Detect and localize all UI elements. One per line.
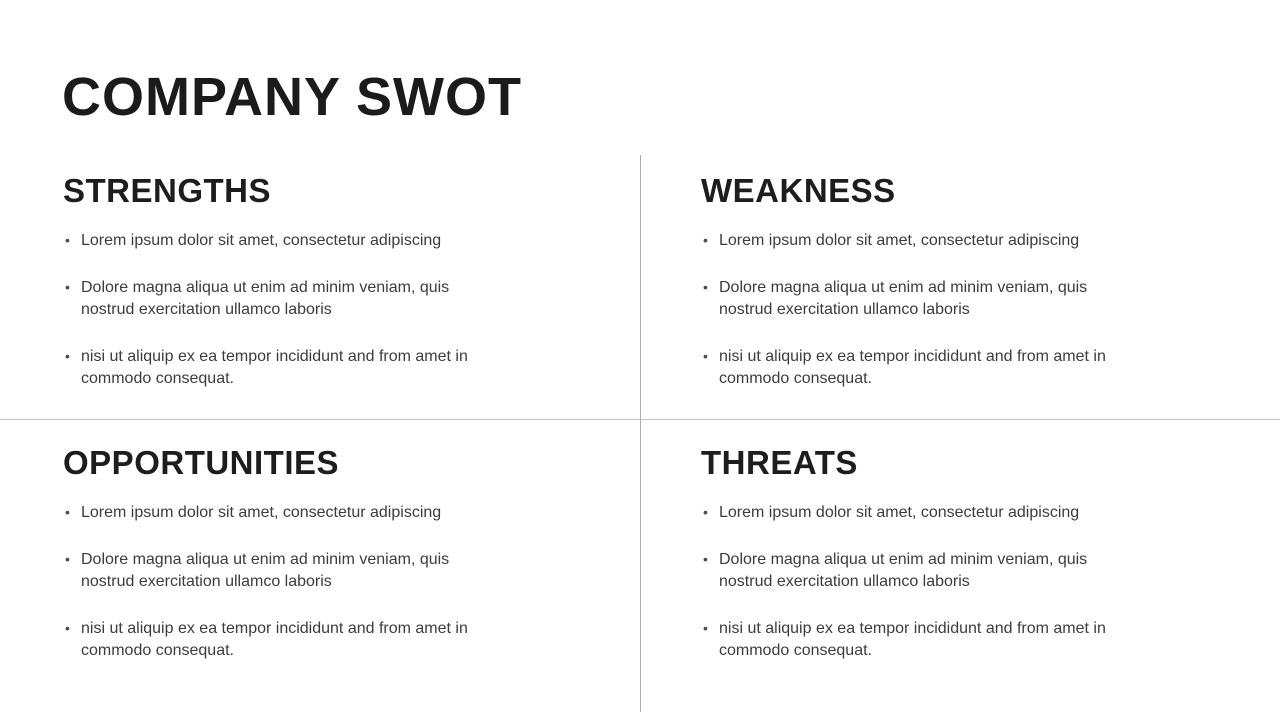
threats-heading: THREATS (701, 444, 858, 481)
list-item (701, 549, 1119, 594)
bullet-text: Lorem ipsum dolor sit amet, consectetur adipiscing (719, 232, 1080, 249)
bullet-dot-icon: • (65, 232, 70, 248)
list-item (701, 618, 1119, 663)
bullet-dot-icon: • (65, 619, 70, 636)
bullet-text: nisi ut aliquip ex ea tempor incididunt and from amet in commodo consequat. (81, 347, 468, 387)
list-item (63, 502, 481, 525)
bullet-dot-icon: • (65, 504, 70, 520)
bullet-dot-icon: • (703, 278, 708, 295)
list-item (63, 346, 481, 391)
bullet-dot-icon: • (65, 278, 70, 295)
bullet-text: Dolore magna aliqua ut enim ad minim veniam, quis nostrud exercitation ullamco laboris (81, 278, 450, 318)
strengths-heading: STRENGTHS (63, 172, 272, 209)
bullet-text: nisi ut aliquip ex ea tempor incididunt and from amet in commodo consequat. (81, 619, 468, 659)
strengths-bullet-list (63, 230, 623, 391)
bullet-text: Lorem ipsum dolor sit amet, consectetur adipiscing (719, 504, 1080, 521)
weakness-heading: WEAKNESS (701, 172, 896, 209)
list-item (701, 346, 1119, 391)
opportunities-quadrant (63, 444, 623, 663)
opportunities-bullet-list (63, 502, 623, 663)
bullet-dot-icon: • (703, 550, 708, 567)
list-item (701, 277, 1119, 322)
weakness-quadrant (701, 172, 1261, 391)
bullet-text: Dolore magna aliqua ut enim ad minim veniam, quis nostrud exercitation ullamco laboris (719, 278, 1088, 318)
list-item (63, 549, 481, 594)
bullet-dot-icon: • (703, 619, 708, 636)
list-item (63, 277, 481, 322)
opportunities-heading: OPPORTUNITIES (63, 444, 340, 481)
bullet-text: Lorem ipsum dolor sit amet, consectetur adipiscing (81, 232, 442, 249)
bullet-dot-icon: • (703, 232, 708, 248)
bullet-text: Lorem ipsum dolor sit amet, consectetur adipiscing (81, 504, 442, 521)
list-item (701, 230, 1119, 253)
bullet-text: nisi ut aliquip ex ea tempor incididunt and from amet in commodo consequat. (719, 619, 1106, 659)
weakness-bullet-list (701, 230, 1261, 391)
bullet-dot-icon: • (65, 347, 70, 364)
bullet-dot-icon: • (703, 504, 708, 520)
bullet-text: nisi ut aliquip ex ea tempor incididunt and from amet in commodo consequat. (719, 347, 1106, 387)
list-item (701, 502, 1119, 525)
bullet-dot-icon: • (703, 347, 708, 364)
slide-title: COMPANY SWOT (62, 67, 523, 127)
vertical-divider (640, 155, 641, 712)
list-item (63, 618, 481, 663)
list-item (63, 230, 481, 253)
strengths-quadrant (63, 172, 623, 391)
bullet-text: Dolore magna aliqua ut enim ad minim veniam, quis nostrud exercitation ullamco laboris (81, 550, 450, 590)
threats-quadrant (701, 444, 1261, 663)
horizontal-divider (0, 419, 1280, 420)
bullet-text: Dolore magna aliqua ut enim ad minim veniam, quis nostrud exercitation ullamco laboris (719, 550, 1088, 590)
threats-bullet-list (701, 502, 1261, 663)
bullet-dot-icon: • (65, 550, 70, 567)
